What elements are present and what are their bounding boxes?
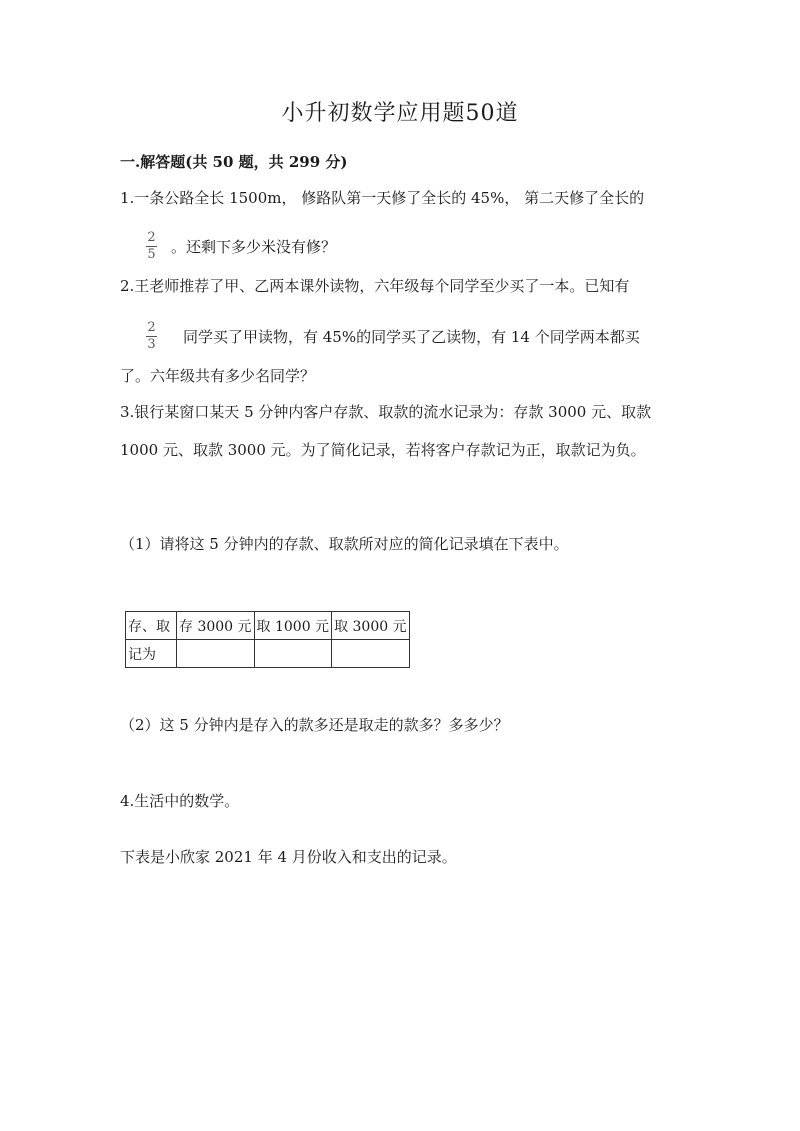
q4-line1: 4.生活中的数学。 <box>120 792 240 810</box>
page-title: 小升初数学应用题50道 <box>281 101 519 126</box>
table-cell: 取 1000 元 <box>254 612 332 640</box>
section-header: 一.解答题(共 50 题，共 299 分) <box>120 153 348 171</box>
table-cell: 取 3000 元 <box>332 612 410 640</box>
fraction-numerator: 2 <box>147 320 156 335</box>
table-row <box>126 612 410 640</box>
table-row <box>126 640 410 668</box>
q2-line2 <box>146 321 640 352</box>
q3-line1: 3.银行某窗口某天 5 分钟内客户存款、取款的流水记录为：存款 3000 元、取款 <box>120 403 652 421</box>
q4-line2: 下表是小欣家 2021 年 4 月份收入和支出的记录。 <box>120 848 457 866</box>
q2-line2-text: 同学买了甲读物，有 45%的同学买了乙读物，有 14 个同学两本都买 <box>183 327 640 346</box>
table-cell: 记为 <box>126 640 177 668</box>
record-table <box>125 611 410 668</box>
fraction-denominator: 5 <box>147 247 156 262</box>
table-cell-blank <box>332 640 410 668</box>
q2-line3: 了。六年级共有多少名同学？ <box>120 367 316 385</box>
table-cell: 存、取 <box>126 612 177 640</box>
q1-line2-text: 。还剩下多少米没有修？ <box>171 237 337 256</box>
q1-line1: 1.一条公路全长 1500m， 修路队第一天修了全长的 45%， 第二天修了全长的 <box>120 189 645 207</box>
q1-fraction <box>146 231 157 262</box>
table-cell: 存 3000 元 <box>177 612 255 640</box>
table-cell-blank <box>254 640 332 668</box>
fraction-denominator: 3 <box>147 337 156 352</box>
q3-line2: 1000 元、取款 3000 元。为了简化记录，若将客户存款记为正，取款记为负。 <box>120 441 646 459</box>
q2-line1: 2.王老师推荐了甲、乙两本课外读物，六年级每个同学至少买了一本。已知有 <box>120 277 630 295</box>
fraction-numerator: 2 <box>147 230 156 245</box>
q1-line2 <box>146 231 336 262</box>
q3-sub1: （1）请将这 5 分钟内的存款、取款所对应的简化记录填在下表中。 <box>120 535 569 553</box>
table-cell-blank <box>177 640 255 668</box>
q3-sub2: （2）这 5 分钟内是存入的款多还是取走的款多？多多少？ <box>120 716 509 734</box>
q2-fraction <box>146 321 157 352</box>
